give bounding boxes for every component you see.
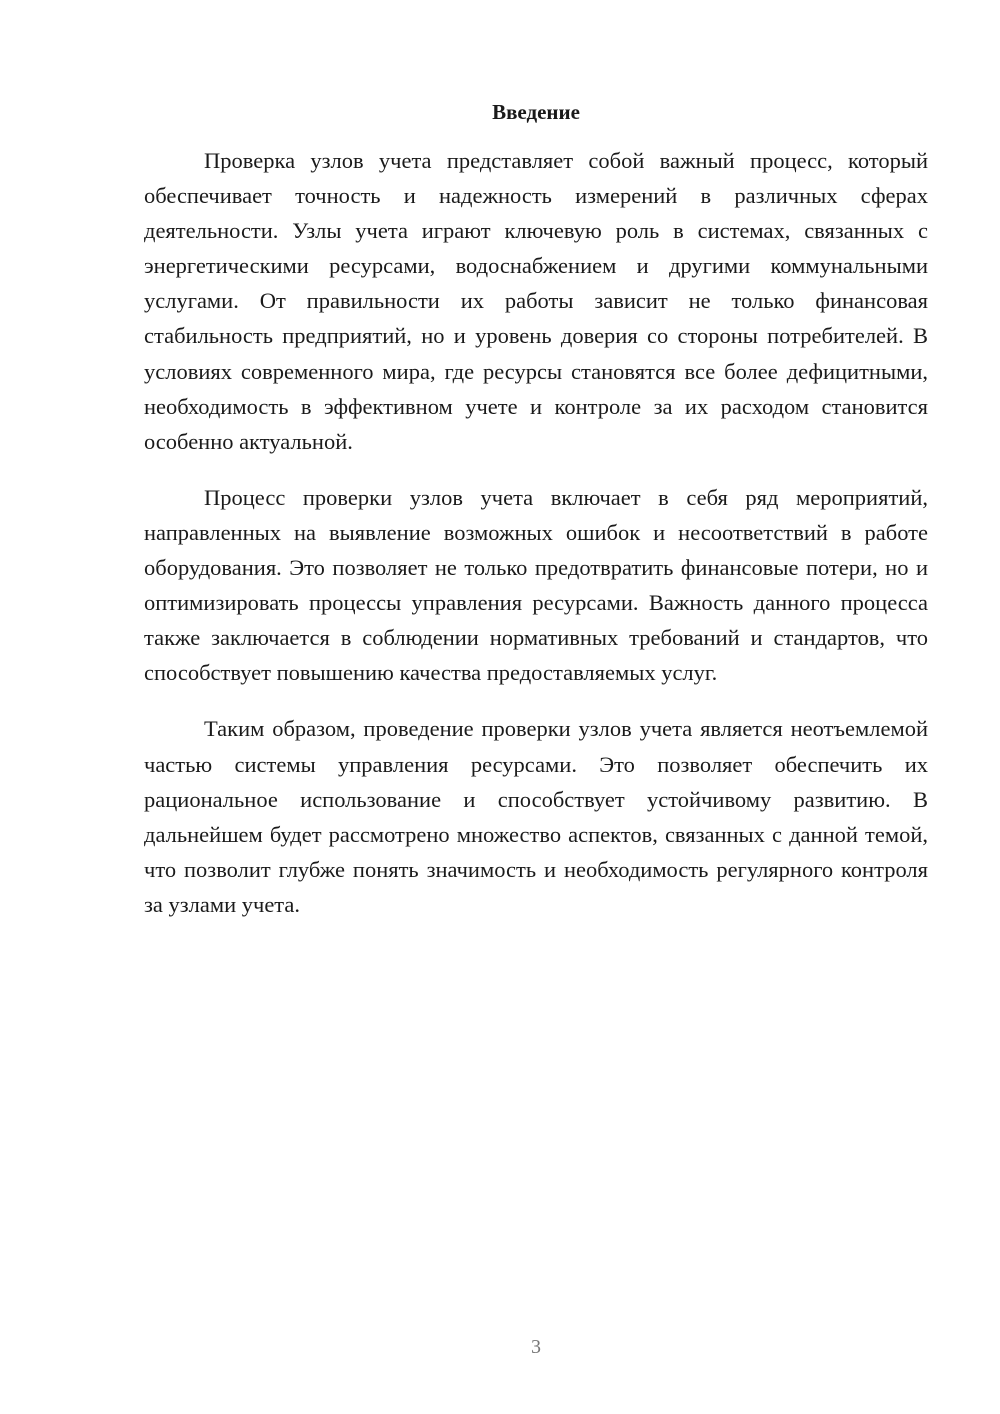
paragraph-2: Процесс проверки узлов учета включает в себя ряд мероприятий, направленных на выявление возможных ошибок и несоответствий в работе оборудования. Это позволяет не только предотвратить финансовые потери, но и оптимизировать процессы управления ресурсами. Важность данного процесса также заключается в соблюдении нормативных требований и стандартов, что способствует повышению качества предоставляемых услуг. — [144, 484, 928, 686]
page-title: Введение — [492, 100, 580, 124]
page-number: 3 — [531, 1336, 541, 1358]
document-body — [144, 143, 928, 943]
paragraph-1: Проверка узлов учета представляет собой важный процесс, который обеспечивает точность и надежность измерений в различных сферах деятельности. Узлы учета играют ключевую роль в системах, связанных с энергетическими ресурсами, водоснабжением и другими коммунальными услугами. От правильности их работы зависит не только финансовая стабильность предприятий, но и уровень доверия со стороны потребителей. В условиях современного мира, где ресурсы становятся все более дефицитными, необходимость в эффективном учете и контроле за их расходом становится особенно актуальной. — [144, 148, 928, 454]
paragraph-3: Таким образом, проведение проверки узлов учета является неотъемлемой частью системы управления ресурсами. Это позволяет обеспечить их рациональное использование и способствует устойчивому развитию. В дальнейшем будет рассмотрено множество аспектов, связанных с данной темой, что позволит глубже понять значимость и необходимость регулярного контроля за узлами учета. — [144, 716, 928, 917]
